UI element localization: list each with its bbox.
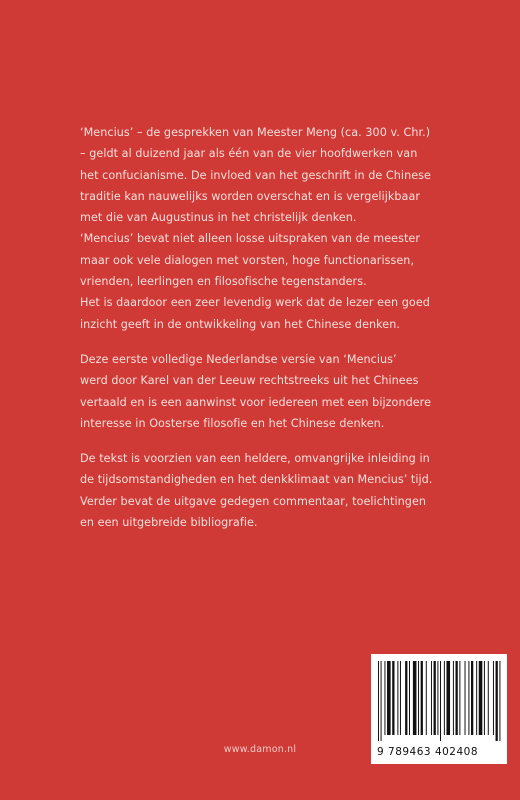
blurb-line: vertaald en is een aanwinst voor iedereen met een bijzondere — [80, 395, 432, 409]
blurb-line: met die van Augustinus in het christelijk denken. — [80, 211, 357, 225]
blurb-line: inzicht geeft in de ontwikkeling van het Chinese denken. — [80, 317, 400, 331]
blurb-line: het confucianisme. De invloed van het geschrift in de Chinese — [80, 168, 431, 182]
blurb-line: interesse in Oosterse filosofie en het Chinese denken. — [80, 416, 385, 430]
isbn-number: 9 789463 402408 — [377, 746, 479, 758]
blurb-line: vrienden, leerlingen en filosofische tegenstanders. — [80, 275, 367, 289]
blurb-line: – geldt al duizend jaar als één van de vier hoofdwerken van — [80, 147, 418, 161]
blurb-paragraph-1 — [80, 122, 450, 335]
blurb-line: Verder bevat de uitgave gedegen commentaar, toelichtingen — [80, 494, 427, 508]
blurb-line: de tijdsomstandigheden en het denkklimaat van Mencius’ tijd. — [80, 473, 433, 487]
blurb-line: en een uitgebreide bibliografie. — [80, 516, 258, 530]
blurb-paragraph-3 — [80, 448, 450, 533]
blurb-line: Deze eerste volledige Nederlandse versie van ‘Mencius’ — [80, 352, 397, 366]
blurb-line: ‘Mencius’ – de gesprekken van Meester Meng (ca. 300 v. Chr.) — [80, 126, 431, 139]
blurb-line: ‘Mencius’ bevat niet alleen losse uitspraken van de meester — [80, 232, 420, 246]
blurb-line: Het is daardoor een zeer levendig werk dat de lezer een goed — [80, 296, 430, 310]
blurb-line: De tekst is voorzien van een heldere, omvangrijke inleiding in — [80, 452, 430, 466]
blurb-line: traditie kan nauwelijks worden overschat en is vergelijkbaar — [80, 189, 421, 203]
isbn-barcode — [371, 654, 507, 764]
blurb-line: maar ook vele dialogen met vorsten, hoge functionarissen, — [80, 253, 415, 267]
barcode-bars-graphic — [378, 661, 502, 741]
back-cover-blurb — [80, 122, 450, 547]
blurb-line: werd door Karel van der Leeuw rechtstreeks uit het Chinees — [80, 374, 419, 388]
publisher-website: www.damon.nl — [223, 744, 297, 755]
blurb-paragraph-2 — [80, 349, 450, 434]
